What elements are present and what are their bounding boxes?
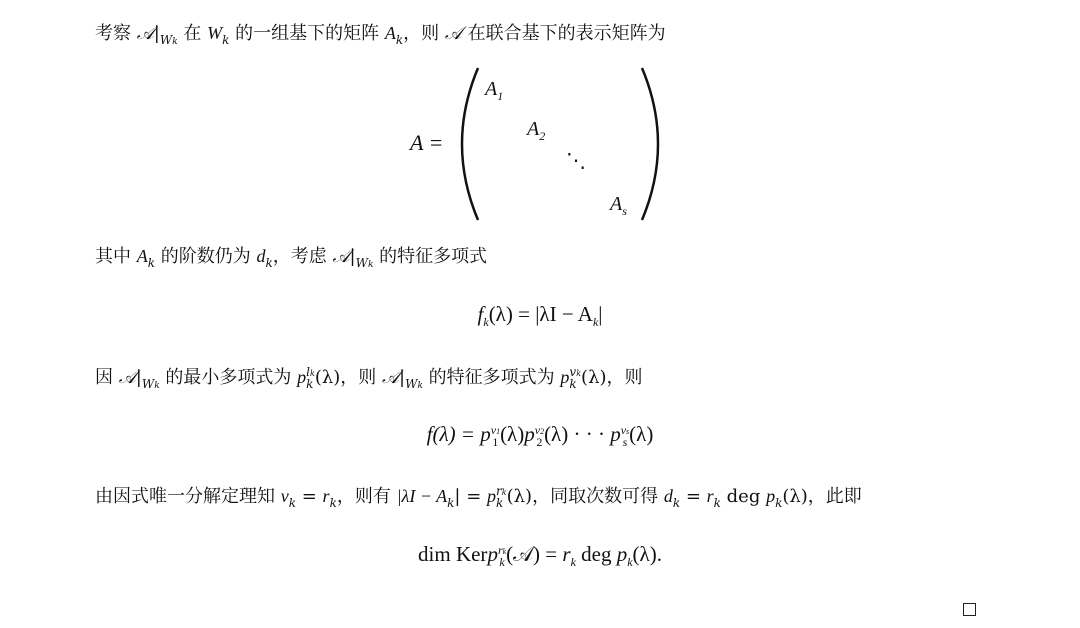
subscript-W: W [355, 256, 368, 270]
dim-ker: dim Ker [418, 542, 488, 566]
operator-symbol: 𝒜 [332, 246, 350, 267]
text: 考察 [95, 23, 131, 44]
text: (λ)，则 [581, 367, 643, 388]
text: ，同取次数可得 [532, 486, 659, 507]
text: 在 [183, 23, 202, 44]
text: 其中 [95, 246, 131, 267]
subscript-k: k [483, 315, 489, 329]
operator-symbol: 𝒜 [118, 367, 136, 388]
equation-2: f(λ) = p v1 1 (λ)p v2 2 (λ) · · · p vs s (λ) [426, 422, 654, 449]
paragraph-4: 由因式唯一分解定理知 $v_k = r_k$，则有 $|\lambda I - A_k| = p$ rk k (λ)，同取次数可得 $d_k = r_k$ deg $p_k(\lambda)$，此即 [95, 483, 862, 510]
equation-3: dim Kerp rk k (𝒜) = $r_k$ deg $p_k(\lambda)$. [418, 542, 662, 569]
matrix-cell-2: $A_2$ [527, 118, 546, 143]
symbol-p: p [297, 367, 307, 387]
operator-symbol: 𝒜 [444, 23, 462, 44]
text: 的最小多项式为 [165, 367, 292, 388]
eq-end: | [598, 302, 603, 326]
text: 的阶数仍为 [160, 246, 251, 267]
text: 的特征多项式为 [428, 367, 555, 388]
subscript-k: k [417, 381, 423, 391]
left-paren [460, 66, 480, 222]
subscript-W: W [159, 33, 173, 47]
text: 的特征多项式 [379, 246, 488, 267]
matrix-lhs: A = [410, 130, 444, 155]
restriction-bar: | [153, 23, 160, 44]
eq-lhs: f(λ) = [426, 422, 481, 446]
text: ，考虑 [272, 246, 327, 267]
matrix-cell-1: $A_1$ [485, 78, 504, 103]
operator-symbol: 𝒜 [136, 23, 154, 44]
restriction-bar: | [135, 367, 142, 388]
subscript-k: k [147, 256, 156, 270]
text: 在联合基下的表示矩阵为 [467, 23, 666, 44]
symbol-A: A [136, 246, 148, 266]
subscript-W: W [141, 377, 155, 391]
subscript-k: k [154, 381, 160, 391]
subscript-k: k [172, 37, 178, 47]
text: 因 [95, 367, 113, 388]
paragraph-1 [95, 20, 666, 55]
subscript-W: W [405, 377, 418, 391]
symbol-d: d [256, 246, 266, 266]
text: ，则 [403, 23, 440, 44]
matrix-ddots: ⋱ [566, 150, 586, 172]
restriction-bar: | [349, 246, 356, 267]
ellipsis: · · · [573, 422, 605, 446]
subscript-k: k [222, 33, 230, 47]
restriction-bar: | [399, 367, 406, 388]
matrix-cell-s: $A_s$ [610, 193, 627, 218]
symbol-f: f [477, 302, 484, 326]
subscript-k: k [265, 256, 273, 270]
subscript-k: k [367, 260, 374, 270]
right-paren [640, 66, 660, 222]
text: 的一组基下的矩阵 [235, 23, 380, 44]
equation-1 [0, 302, 1080, 330]
symbol-p: p [560, 367, 570, 387]
symbol-A: A [384, 23, 396, 43]
text: (λ)，则 [314, 367, 377, 388]
paragraph-2 [95, 243, 487, 278]
operator-symbol: 𝒜 [382, 367, 400, 388]
text: ，则有 [336, 486, 391, 507]
eq-body: (λ) = |λI − A [488, 302, 593, 326]
text: ，此即 [807, 486, 862, 507]
text: 由因式唯一分解定理知 [95, 486, 275, 507]
symbol-W: W [207, 23, 223, 43]
qed-square-icon [963, 603, 976, 616]
subscript-k: k [592, 315, 599, 329]
subscript-k: k [395, 33, 404, 47]
paragraph-3: 因 $𝒜|_{Wk}$ 的最小多项式为 p lk k (λ)，则 $𝒜|_{Wk}$ 的特征多项式为 p vk k (λ)，则 [95, 364, 643, 391]
